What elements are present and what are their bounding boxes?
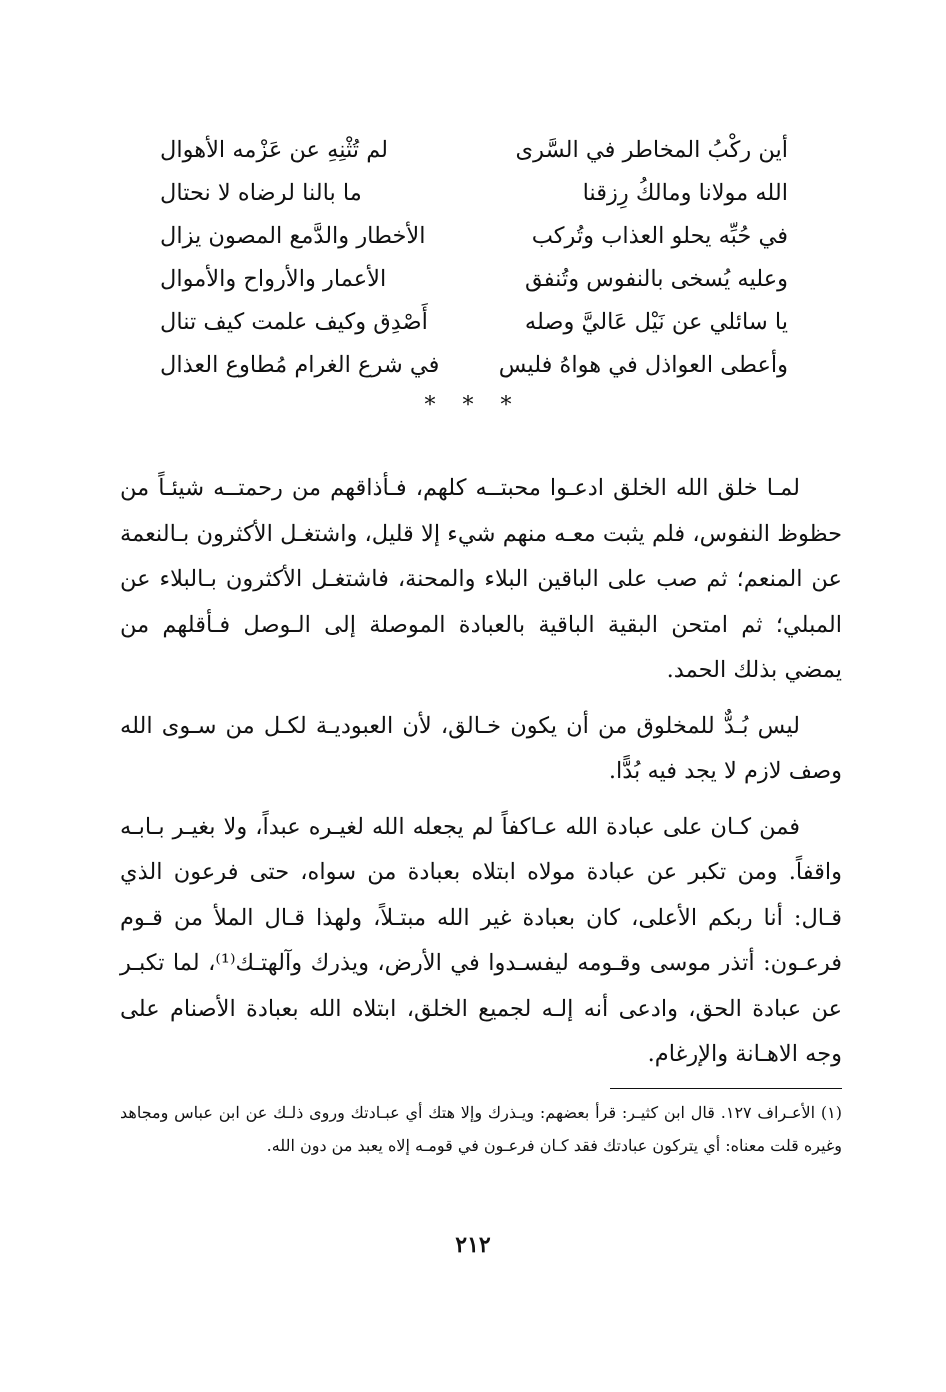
verse-first-hemistich: وأعطى العواذل في هواهُ فليس [498,351,788,378]
footnote-divider [610,1088,842,1089]
verse-first-hemistich: يا سائلي عن نَيْل عَاليَّ وصله [524,308,788,335]
poem-verse [160,343,788,386]
verse-second-hemistich: ما بالنا لرضاه لا نحتال [160,179,362,206]
body-text [120,466,842,1088]
verse-second-hemistich: أَصْدِق وكيف علمت كيف تنال [160,308,428,335]
poem-verse [160,300,788,343]
paragraph: ليس بُـدٌّ للمخلوق من أن يكون خـالق، لأن العبوديـة لكـل من سـوى الله وصف لازم لا يجد فيه بُدًّا. [120,712,842,784]
poem-verse [160,171,788,214]
paragraph: فمن كـان على عبادة الله عـاكفاً لم يجعله الله لغيـره عبداً، ولا بغيـر بـابـه واقفاً. ومن تكبر عن عبادة مولاه ابتلاه بعبادة من سواه، حتى فرعون الذي قـال: أنا ربكم الأعلى، كان بعبادة غير الله مبتـلاً، ولهذا قـال الملأ من قـوم فرعـون: أتذر موسى وقـومه ليفسـدوا في الأرض، ويذرك وآلهتـك⁽¹⁾، لما تكبـر عن عبادة الحق، وادعى أنه إلـه لجميع الخلق، ابتلاه الله بعبادة الأصنام على وجه الاهـانة والإرغام. [120,813,843,1067]
verse-first-hemistich: وعليه يُسخى بالنفوس وتُنفق [525,265,788,292]
verse-second-hemistich: في شرع الغرام مُطاوع العذال [160,351,440,378]
poem-verse [160,257,788,300]
section-separator: * * * [424,393,522,418]
footnote: (١) الأعـراف ١٢٧. قال ابن كثيـر: قرأ بعضهم: ويـذرك وإلا هتك أي عبـادتك وروى ذلـك عن ابن عباس ومجاهد وغيره قلت معناه: أي يتركون عبادتك فقد كـان فرعـون في قومـه إلاه يعبد من دون الله. [120,1103,842,1155]
paragraph: لمـا خلق الله الخلق ادعـوا محبتــه كلهم، فـأذاقهم من رحمتــه شيئـاً من حظوظ النفوس، فلم يثبت معـه منهم شيء إلا قليل، واشتغـل الأكثرون بـالنعمة عن المنعم؛ ثم صب على الباقين البلاء والمحنة، فاشتغـل الأكثرون بـالبلاء عن المبلي؛ ثم امتحن البقية الباقية بالعبادة الموصلة إلى الـوصل فـأقلهم من يمضي بذلك الحمد. [120,475,842,683]
poem-verse [160,128,788,171]
verse-first-hemistich: في حُبِّه يحلو العذاب وتُركب [531,222,788,249]
poem-verse [160,214,788,257]
verse-first-hemistich: أين ركْبُ المخاطر في السَّرى [515,136,788,163]
page-number: ٢١٢ [455,1232,491,1258]
poem [160,128,788,386]
verse-second-hemistich: الأخطار والدَّمع المصون يزال [160,222,426,249]
verse-second-hemistich: الأعمار والأرواح والأموال [160,265,387,292]
verse-first-hemistich: الله مولانا ومالكُ رِزقنا [582,179,788,206]
verse-second-hemistich: لم تُثْنِهِ عن عَزْمه الأهوال [160,136,389,163]
